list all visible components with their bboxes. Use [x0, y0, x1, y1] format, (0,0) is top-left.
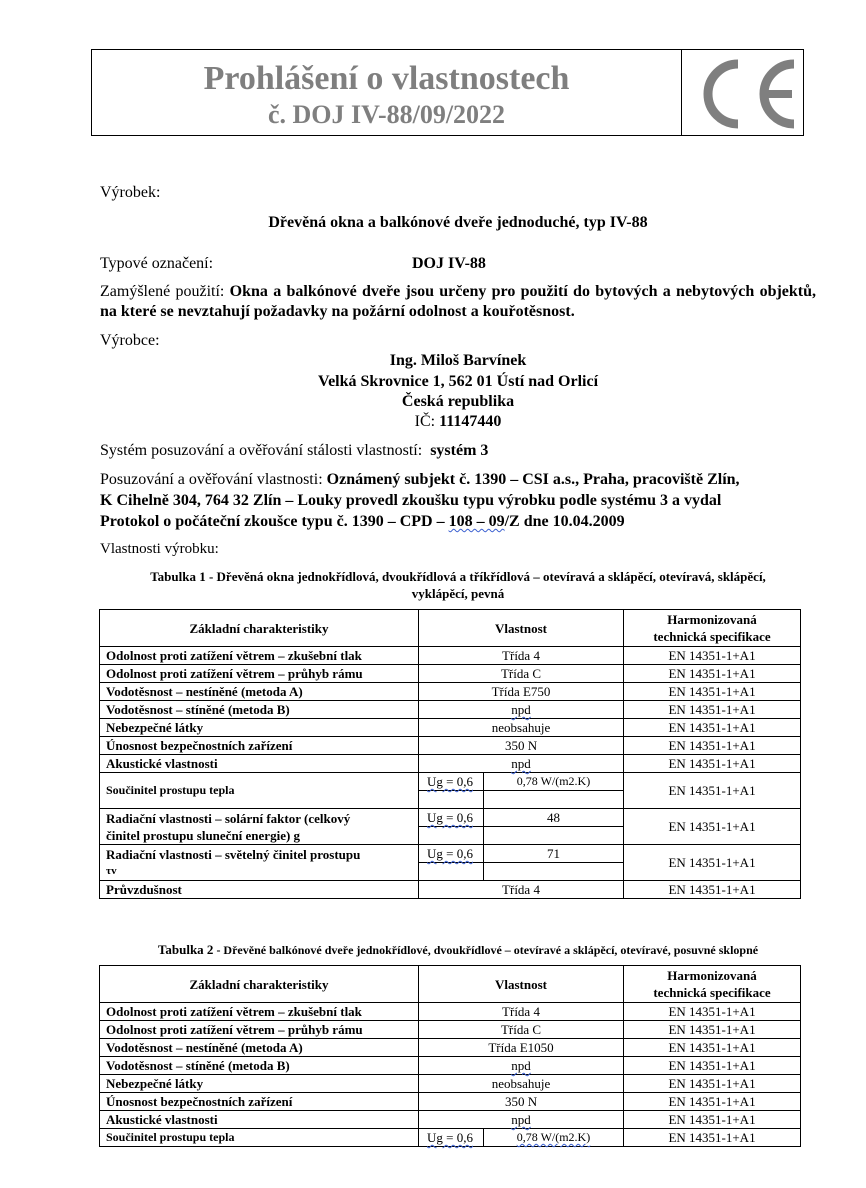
table2-header-row	[100, 966, 801, 1003]
row-value: 350 N	[419, 737, 624, 755]
system-line	[100, 441, 488, 461]
table-row	[100, 701, 801, 719]
row-value: Třída 4	[419, 1003, 624, 1021]
table-row-solar	[100, 809, 801, 827]
table-row-thermal	[100, 773, 801, 791]
row-sub-label-cell	[419, 773, 484, 791]
row-characteristic: Odolnost proti zatížení větrem – průhyb rámu	[100, 1021, 419, 1039]
row-spec: EN 14351-1+A1	[624, 683, 801, 701]
system-value: systém 3	[430, 442, 489, 459]
intended-use-value: Okna a balkónové dveře jsou určeny pro použití do bytových a nebytových objektů, na které se nevztahují požadavky na požární odolnost a kouřotěsnost.	[100, 283, 817, 320]
row-spec: EN 14351-1+A1	[624, 737, 801, 755]
table-row	[100, 1111, 801, 1129]
empty-cell	[484, 863, 624, 881]
row-characteristic: Vodotěsnost – stíněné (metoda B)	[100, 1057, 419, 1075]
table-row	[100, 1003, 801, 1021]
declaration-header	[91, 49, 804, 136]
type-label: Typové označení:	[100, 255, 214, 272]
table1-caption-line-2: vyklápěcí, pevná	[411, 586, 505, 601]
row-value: neobsahuje	[419, 719, 624, 737]
row-value: Třída 4	[419, 647, 624, 665]
table2-caption-title: Tabulka 2	[157, 942, 214, 957]
row-value: Třída C	[419, 1021, 624, 1039]
empty-cell	[484, 827, 624, 845]
document-number: č. DOJ IV-88/09/2022	[267, 100, 506, 129]
row-spec: EN 14351-1+A1	[624, 1039, 801, 1057]
table2	[99, 965, 801, 1147]
row-characteristic	[100, 809, 419, 845]
product-name: Dřevěná okna a balkónové dveře jednoduché, typ IV-88	[268, 214, 648, 231]
row-spec: EN 14351-1+A1	[624, 1075, 801, 1093]
system-label: Systém posuzování a ověřování stálosti vlastností:	[100, 442, 423, 459]
assessment-text-2: K Cihelně 304, 764 32 Zlín – Louky provedl zkoušku typu výrobku podle systému 3 a vydal	[100, 492, 722, 509]
row-characteristic: Vodotěsnost – stíněné (metoda B)	[100, 701, 419, 719]
row-spec: EN 14351-1+A1	[624, 1111, 801, 1129]
row-spec: EN 14351-1+A1	[624, 845, 801, 881]
row-value-cell	[419, 1057, 624, 1075]
ug-label: Ug = 0,6	[427, 774, 473, 789]
empty-cell	[419, 827, 484, 845]
manufacturer-label: Výrobce:	[100, 332, 160, 349]
row-characteristic: Akustické vlastnosti	[100, 755, 419, 773]
row-value: Třída E750	[419, 683, 624, 701]
row-value-cell	[419, 701, 624, 719]
row-sub-label-cell	[419, 1129, 484, 1147]
table-row	[100, 665, 801, 683]
row-sub-label-cell	[419, 809, 484, 827]
row-value: 71	[484, 845, 624, 863]
row-value: Třída 4	[419, 881, 624, 899]
table1-header-spec-line-2: technická specifikace	[653, 629, 771, 644]
ic-value: 11147440	[439, 413, 502, 430]
table1-header-row	[100, 610, 801, 647]
row-value: neobsahuje	[419, 1075, 624, 1093]
row-characteristic: Vodotěsnost – nestíněné (metoda A)	[100, 683, 419, 701]
ug-label: Ug = 0,6	[427, 846, 473, 861]
row-characteristic-line-1: Radiační vlastnosti – světelný činitel prostupu	[106, 846, 361, 862]
ic-label: IČ:	[414, 413, 436, 430]
row-characteristic: Akustické vlastnosti	[100, 1111, 419, 1129]
table1-header-characteristics: Základní charakteristiky	[100, 610, 419, 647]
table2-header-spec-line-2: technická specifikace	[653, 985, 771, 1000]
row-value: npd	[511, 702, 531, 717]
ug-label: Ug = 0,6	[427, 1130, 473, 1145]
ug-label: Ug = 0,6	[427, 810, 473, 825]
row-value: npd	[511, 1058, 531, 1073]
table1-header-spec	[624, 610, 801, 647]
row-value: 0,78 W/(m2.K)	[484, 773, 624, 791]
row-spec: EN 14351-1+A1	[624, 665, 801, 683]
protocol-number: 108 – 09	[448, 513, 505, 530]
row-value-cell	[484, 1129, 624, 1147]
manufacturer-country: Česká republika	[401, 393, 515, 410]
row-characteristic: Průvzdušnost	[100, 881, 419, 899]
row-sub-label-cell	[419, 845, 484, 863]
table-row	[100, 1075, 801, 1093]
manufacturer-name: Ing. Miloš Barvínek	[389, 352, 527, 369]
row-value: 350 N	[419, 1093, 624, 1111]
table2-header-spec-line-1: Harmonizovaná	[667, 968, 757, 983]
row-characteristic: Vodotěsnost – nestíněné (metoda A)	[100, 1039, 419, 1057]
table-row-thermal	[100, 1129, 801, 1147]
table1-caption-line-1: Tabulka 1 - Dřevěná okna jednokřídlová, dvoukřídlová a tříkřídlová – otevíravá a sklápěcí, otevíravá, sklápěcí,	[150, 569, 766, 584]
row-value: 48	[484, 809, 624, 827]
row-characteristic: Odolnost proti zatížení větrem – zkušební tlak	[100, 1003, 419, 1021]
table-row	[100, 1093, 801, 1111]
row-value-cell	[419, 755, 624, 773]
table-row	[100, 1021, 801, 1039]
row-characteristic: Součinitel prostupu tepla	[100, 1129, 419, 1147]
row-spec: EN 14351-1+A1	[624, 1057, 801, 1075]
row-characteristic-line-2: τv	[106, 864, 117, 877]
table-row-light	[100, 845, 801, 863]
table1-header-property: Vlastnost	[419, 610, 624, 647]
row-value: 0,78 W/(m2.K)	[516, 1130, 591, 1144]
assessment-text-1: Oznámený subjekt č. 1390 – CSI a.s., Praha, pracoviště Zlín,	[326, 471, 740, 488]
header-divider	[681, 50, 682, 135]
row-value: npd	[511, 756, 531, 771]
row-spec: EN 14351-1+A1	[624, 881, 801, 899]
intended-use-label: Zamýšlené použití:	[100, 283, 225, 300]
assessment-line-3	[100, 512, 625, 532]
table-row	[100, 737, 801, 755]
row-characteristic: Odolnost proti zatížení větrem – zkušební tlak	[100, 647, 419, 665]
table2-caption	[100, 941, 816, 959]
table2-caption-text: - Dřevěné balkónové dveře jednokřídlové, dvoukřídlové – otevíravé a sklápěcí, otevíravé, posuvné sklopné	[213, 943, 759, 957]
row-characteristic-line-2: činitel prostupu sluneční energie) g	[106, 827, 301, 843]
assessment-text-3c: /Z dne 10.04.2009	[504, 513, 625, 530]
row-value: Třída C	[419, 665, 624, 683]
type-value: DOJ IV-88	[412, 255, 486, 272]
table2-header-spec	[624, 966, 801, 1003]
document-title: Prohlášení o vlastnostech	[203, 60, 570, 97]
table1-caption	[100, 568, 816, 602]
row-characteristic: Odolnost proti zatížení větrem – průhyb rámu	[100, 665, 419, 683]
assessment-label: Posuzování a ověřování vlastnosti:	[100, 471, 323, 488]
empty-cell	[419, 791, 484, 809]
empty-cell	[419, 863, 484, 881]
row-spec: EN 14351-1+A1	[624, 773, 801, 809]
row-spec: EN 14351-1+A1	[624, 755, 801, 773]
product-label: Výrobek:	[100, 184, 161, 201]
row-spec: EN 14351-1+A1	[624, 1093, 801, 1111]
row-characteristic: Únosnost bezpečnostních zařízení	[100, 1093, 419, 1111]
row-characteristic-line-1: Radiační vlastnosti – solární faktor (celkový	[106, 810, 351, 826]
table1-header-spec-line-1: Harmonizovaná	[667, 612, 757, 627]
table1	[99, 609, 801, 899]
manufacturer-address: Velká Skrovnice 1, 562 01 Ústí nad Orlicí	[317, 373, 599, 390]
row-value: npd	[511, 1112, 531, 1127]
row-spec: EN 14351-1+A1	[624, 647, 801, 665]
properties-label: Vlastnosti výrobku:	[100, 541, 219, 557]
table-row	[100, 683, 801, 701]
table-row	[100, 647, 801, 665]
row-characteristic	[100, 845, 419, 881]
table-row	[100, 719, 801, 737]
row-value: Třída E1050	[419, 1039, 624, 1057]
table2-header-property: Vlastnost	[419, 966, 624, 1003]
row-spec: EN 14351-1+A1	[624, 1129, 801, 1147]
table-row	[100, 755, 801, 773]
ce-mark-icon	[690, 56, 800, 132]
assessment-text-3a: Protokol o počáteční zkoušce typu č. 1390 – CPD –	[100, 513, 449, 530]
row-spec: EN 14351-1+A1	[624, 1021, 801, 1039]
row-characteristic: Únosnost bezpečnostních zařízení	[100, 737, 419, 755]
table-row	[100, 1057, 801, 1075]
row-characteristic: Nebezpečné látky	[100, 719, 419, 737]
row-characteristic: Součinitel prostupu tepla	[100, 773, 419, 809]
table-row	[100, 1039, 801, 1057]
row-spec: EN 14351-1+A1	[624, 1003, 801, 1021]
empty-cell	[484, 791, 624, 809]
table-row	[100, 881, 801, 899]
row-value-cell	[419, 1111, 624, 1129]
row-spec: EN 14351-1+A1	[624, 809, 801, 845]
manufacturer-ic	[100, 412, 816, 432]
assessment-line-1	[100, 470, 740, 490]
row-spec: EN 14351-1+A1	[624, 719, 801, 737]
row-spec: EN 14351-1+A1	[624, 701, 801, 719]
table2-header-characteristics: Základní charakteristiky	[100, 966, 419, 1003]
intended-use	[100, 282, 816, 322]
row-characteristic: Nebezpečné látky	[100, 1075, 419, 1093]
